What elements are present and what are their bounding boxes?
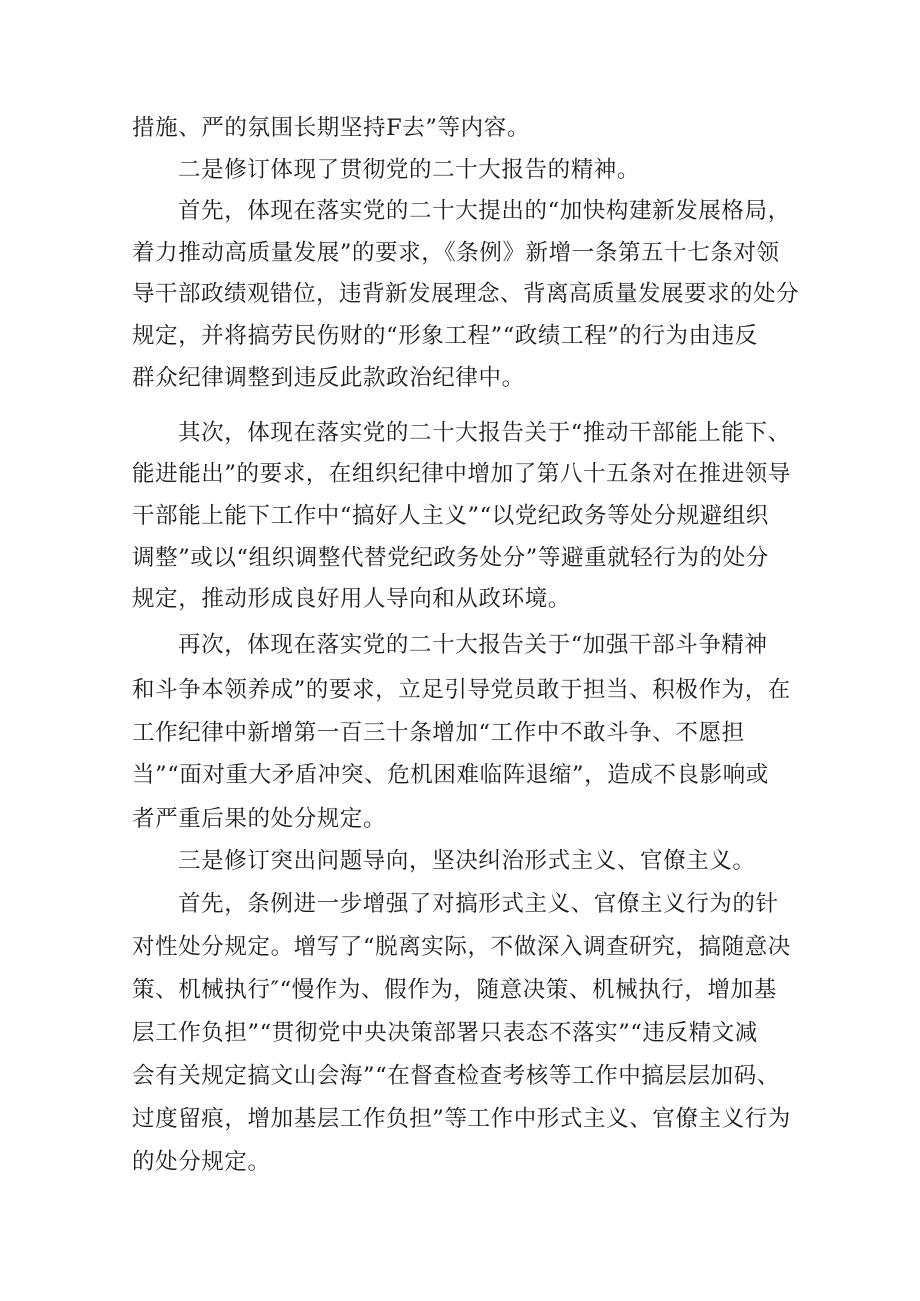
text-line: 会有关规定搞文山会海”“在督查检查考核等工作中搞层层加码、 — [132, 1063, 780, 1089]
text-line: 调整”或以“组织调整代替党纪政务处分”等避重就轻行为的处分 — [132, 545, 769, 571]
text-line: 着力推动高质量发展”的要求，《条例》新增一条第五十七条对领 — [132, 240, 780, 266]
text-line: 层工作负担”“贯彻党中央决策部署只表态不落实”“违反精文减 — [132, 1020, 758, 1046]
text-line: 其次，体现在落实党的二十大报告关于“推动干部能上能下、 — [178, 420, 791, 446]
text-line: 能进能出”的要求，在组织纪律中增加了第八十五条对在推进领导 — [132, 461, 791, 487]
text-line: 对性处分规定。增写了“脱离实际，不做深入调查研究，搞随意决 — [132, 934, 791, 960]
text-line: 规定，并将搞劳民伤财的“形象工程”“政绩工程”的行为由违反 — [132, 323, 758, 349]
text-line: 干部能上能下工作中“搞好人主义”“以党纪政务等处分规避组织 — [132, 503, 769, 529]
text-line: 首先，体现在落实党的二十大提出的“加快构建新发展格局， — [178, 198, 791, 224]
text-line: 和斗争本领养成”的要求，立足引导党员敢于担当、积极作为，在 — [132, 677, 791, 703]
text-line: 再次，体现在落实党的二十大报告关于“加强干部斗争精神 — [178, 632, 768, 658]
text-line: 过度留痕，增加基层工作负担”等工作中形式主义、官僚主义行为 — [132, 1106, 791, 1132]
text-line: 群众纪律调整到违反此款政治纪律中。 — [132, 365, 525, 391]
text-line: 导干部政绩观错位，违背新发展理念、背离高质量发展要求的处分 — [132, 281, 800, 307]
text-line: 二是修订体现了贯彻党的二十大报告的精神。 — [178, 157, 641, 183]
text-line: 规定，推动形成良好用人导向和从政环境。 — [132, 586, 571, 612]
text-line: 工作纪律中新增第一百三十条增加“工作中不敢斗争、不愿担 — [132, 720, 745, 746]
text-line: 当”“面对重大矛盾冲突、危机困难临阵退缩”，造成不良影响或 — [132, 762, 769, 788]
text-line: 措施、严的氛围长期坚持F去”等内容。 — [132, 115, 530, 141]
text-line: 的处分规定。 — [132, 1149, 271, 1175]
text-line: 三是修订突出问题导向，坚决纠治形式主义、官僚主义。 — [178, 848, 756, 874]
text-line: 策、机械执行″“慢作为、假作为，随意决策、机械执行，增加基 — [132, 977, 777, 1003]
text-line: 者严重后果的处分规定。 — [132, 806, 387, 832]
text-line: 首先，条例进一步增强了对搞形式主义、官僚主义行为的针 — [178, 891, 779, 917]
